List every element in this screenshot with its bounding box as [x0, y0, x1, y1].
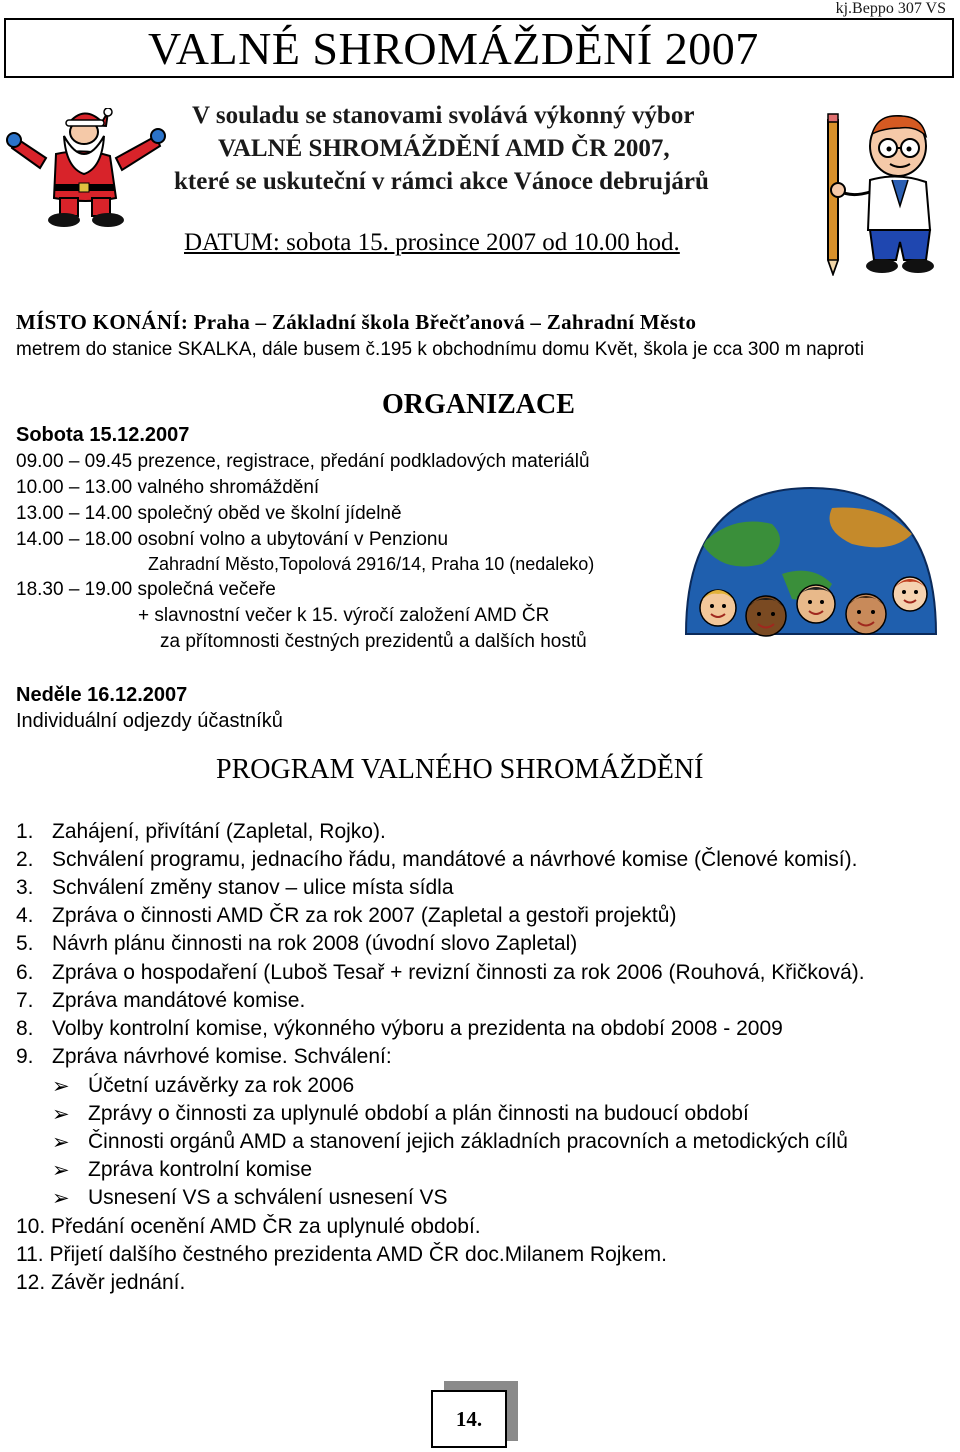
santa-claus-illustration: [6, 108, 166, 230]
schedule-time: 09.00 – 09.45: [16, 451, 133, 472]
title-box: [4, 18, 954, 78]
sub-list-item: [0, 1074, 960, 1102]
intro-line-1: V souladu se stanovami svolává výkonný výbor: [192, 102, 695, 129]
pension-address: Zahradní Město,Topolová 2916/14, Praha 10 (nedaleko): [148, 554, 595, 574]
list-item-number: 10.: [16, 1215, 46, 1238]
intro-line-3: které se uskuteční v rámci akce Vánoce debrujárů: [174, 168, 709, 195]
globe-with-children-illustration: [682, 484, 940, 654]
list-item: [16, 1271, 185, 1295]
list-item-number: 7.: [16, 989, 34, 1012]
organization-heading: ORGANIZACE: [382, 389, 575, 420]
sub-list-item-text: Usnesení VS a schválení usnesení VS: [88, 1186, 448, 1209]
list-item: [0, 904, 960, 932]
list-item: [0, 820, 960, 848]
schedule-text: osobní volno a ubytování v Penzionu: [137, 529, 449, 550]
arrow-bullet-icon: ➢: [52, 1159, 70, 1182]
list-item-number: 11.: [16, 1243, 44, 1266]
list-item: [0, 848, 960, 876]
arrow-bullet-icon: ➢: [52, 1103, 70, 1126]
sub-list-item-text: Zprávy o činnosti za uplynulé období a plán činnosti na budoucí období: [88, 1102, 749, 1125]
list-item-number: 1.: [16, 820, 34, 843]
list-item-number: 2.: [16, 848, 34, 871]
list-item-text: Přijetí dalšího čestného prezidenta AMD ČR doc.Milanem Rojkem.: [49, 1243, 667, 1266]
list-item: [0, 989, 960, 1017]
schedule-time: 14.00 – 18.00: [16, 529, 133, 550]
list-item-text: Volby kontrolní komise, výkonného výboru a prezidenta na období 2008 - 2009: [52, 1017, 783, 1040]
sub-list-item: [0, 1130, 960, 1158]
sub-list-item: [0, 1102, 960, 1130]
arrow-bullet-icon: ➢: [52, 1131, 70, 1154]
schedule-text: prezence, registrace, předání podkladových materiálů: [137, 451, 590, 472]
list-item-number: 12.: [16, 1271, 46, 1294]
program-heading: PROGRAM VALNÉHO SHROMÁŽDĚNÍ: [216, 754, 704, 785]
schedule-row: [16, 529, 448, 551]
list-item: [0, 1017, 960, 1045]
sub-list-item-text: Účetní uzávěrky za rok 2006: [88, 1074, 355, 1097]
list-item: [16, 1215, 481, 1239]
evening-program-line-1: + slavnostní večer k 15. výročí založení AMD ČR: [138, 605, 550, 626]
list-item-text: Návrh plánu činnosti na rok 2008 (úvodní slovo Zapletal): [52, 932, 578, 955]
schedule-row: [16, 451, 590, 473]
saturday-label: Sobota 15.12.2007: [16, 424, 190, 446]
sub-list-item-text: Činnosti orgánů AMD a stanovení jejich základních pracovních a metodických cílů: [88, 1130, 848, 1153]
event-date: DATUM: sobota 15. prosince 2007 od 10.00 hod.: [184, 229, 680, 256]
professor-with-pencil-illustration: [812, 110, 940, 276]
schedule-text: společná večeře: [137, 579, 276, 600]
list-item: [16, 1243, 667, 1267]
schedule-text: valného shromáždění: [137, 477, 320, 498]
list-item-text: Zpráva mandátové komise.: [52, 989, 306, 1012]
schedule-text: společný oběd ve školní jídelně: [137, 503, 402, 524]
list-item: [0, 1045, 960, 1073]
schedule-time: 13.00 – 14.00: [16, 503, 133, 524]
list-item-text: Zpráva návrhové komise. Schválení:: [52, 1045, 392, 1068]
list-item-text: Zpráva o hospodaření (Luboš Tesař + revizní činnosti za rok 2006 (Rouhová, Křičková).: [52, 961, 865, 984]
list-item-text: Zpráva o činnosti AMD ČR za rok 2007 (Zapletal a gestoři projektů): [52, 904, 677, 927]
sunday-label: Neděle 16.12.2007: [16, 684, 188, 706]
list-item-number: 3.: [16, 876, 34, 899]
intro-line-2: VALNÉ SHROMÁŽDĚNÍ AMD ČR 2007,: [218, 135, 670, 162]
list-item-number: 4.: [16, 904, 34, 927]
sub-list-item-text: Zpráva kontrolní komise: [88, 1158, 313, 1181]
schedule-row: [16, 579, 276, 601]
list-item-text: Zahájení, přivítání (Zapletal, Rojko).: [52, 820, 386, 843]
sunday-text: Individuální odjezdy účastníků: [16, 710, 283, 732]
list-item-number: 9.: [16, 1045, 34, 1068]
page-number: 14.: [431, 1390, 507, 1448]
venue-title: MÍSTO KONÁNÍ: Praha – Základní škola Břečťanová – Zahradní Město: [16, 310, 697, 334]
evening-program-line-2: za přítomnosti čestných prezidentů a dalších hostů: [160, 631, 587, 652]
sub-list-item: [0, 1186, 960, 1214]
list-item-text: Schválení změny stanov – ulice místa sídla: [52, 876, 454, 899]
sub-list-item: [0, 1158, 960, 1186]
header-note: kj.Beppo 307 VS: [835, 0, 946, 17]
list-item-number: 8.: [16, 1017, 34, 1040]
arrow-bullet-icon: ➢: [52, 1075, 70, 1098]
list-item-text: Schválení programu, jednacího řádu, mandátové a návrhové komise (Členové komisí).: [52, 848, 858, 871]
schedule-row: [16, 477, 319, 499]
list-item-text: Závěr jednání.: [51, 1271, 186, 1294]
list-item-text: Předání ocenění AMD ČR za uplynulé období.: [51, 1215, 481, 1238]
venue-directions: metrem do stanice SKALKA, dále busem č.195 k obchodnímu domu Květ, škola je cca 300 m naproti: [16, 339, 865, 360]
schedule-time: 18.30 – 19.00: [16, 579, 133, 600]
list-item-number: 6.: [16, 961, 34, 984]
page-title: VALNÉ SHROMÁŽDĚNÍ 2007: [148, 23, 759, 74]
list-item: [0, 932, 960, 960]
list-item: [0, 961, 960, 989]
list-item: [0, 876, 960, 904]
arrow-bullet-icon: ➢: [52, 1187, 70, 1210]
list-item-number: 5.: [16, 932, 34, 955]
schedule-row: [16, 503, 402, 525]
schedule-time: 10.00 – 13.00: [16, 477, 133, 498]
